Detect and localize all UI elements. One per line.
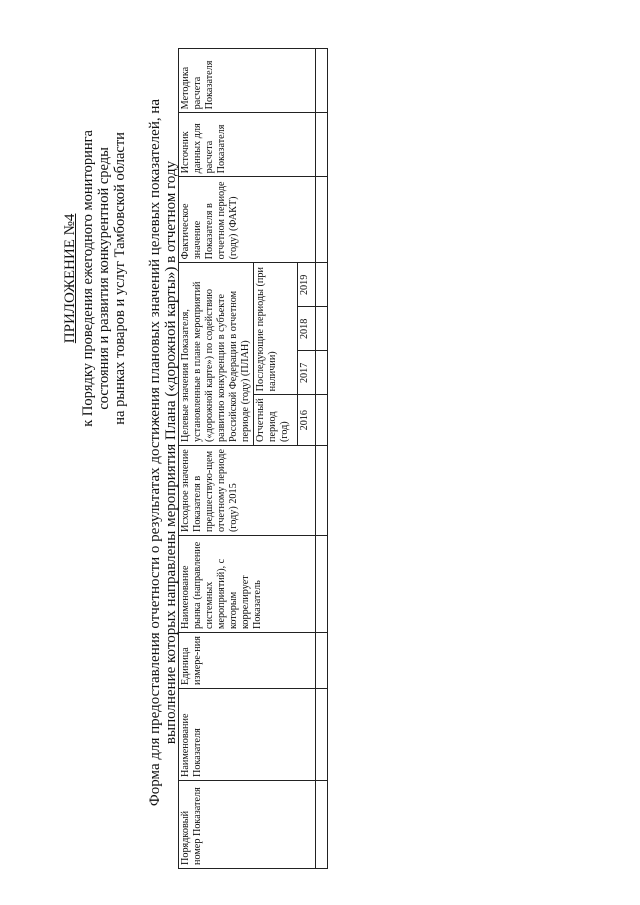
- header-unit: Единица измере-ния: [179, 633, 316, 689]
- empty-cell: [316, 446, 328, 536]
- appendix-title: ПРИЛОЖЕНИЕ №4: [62, 213, 78, 344]
- empty-cell: [316, 689, 328, 781]
- header-order-no: Порядковый номер Показателя: [179, 781, 316, 869]
- appendix-header: [62, 130, 128, 427]
- empty-cell: [316, 536, 328, 633]
- empty-cell: [316, 781, 328, 869]
- year-cell: 2018: [298, 307, 316, 351]
- header-baseline: Исходное значение Показателя в предшествую-щем отчетному периоде (году) 2015: [179, 446, 316, 536]
- empty-cell: [316, 351, 328, 395]
- year-cell: 2016: [298, 395, 316, 446]
- header-source: Источник данных для расчета Показателя: [179, 113, 316, 177]
- appendix-line-1: к Порядку проведения ежегодного мониторинга: [80, 130, 96, 427]
- year-cell: 2017: [298, 351, 316, 395]
- empty-cell: [316, 177, 328, 263]
- empty-cell: [316, 49, 328, 113]
- empty-cell: [316, 113, 328, 177]
- table-row: [316, 49, 328, 869]
- empty-cell: [316, 633, 328, 689]
- form-title: [147, 0, 179, 905]
- header-reporting-period: Отчетный период (год): [254, 395, 298, 446]
- form-title-line-2: выполнение которых направлены мероприятия Плана («дорожной карты») в отчетном году: [163, 160, 179, 745]
- empty-cell: [316, 263, 328, 307]
- appendix-line-3: на рынках товаров и услуг Тамбовской области: [112, 132, 128, 425]
- header-actual: Фактическое значение Показателя в отчетном периоде (году) (ФАКТ): [179, 177, 316, 263]
- header-market: Наименование рынка (направление системных мероприятий), с которым коррелирует Показатель: [179, 536, 316, 633]
- header-next-periods: Последующие периоды (при наличии): [254, 263, 298, 395]
- header-method: Методика расчета Показателя: [179, 49, 316, 113]
- header-target: Целевые значения Показателя, установленные в плане мероприятий («дорожной карте») по содействию развитию конкуренции в субъекте Российской Федерации в отчетном периоде (году) (ПЛАН): [179, 263, 254, 446]
- header-name: Наименование Показателя: [179, 689, 316, 781]
- appendix-line-2: состояния и развития конкурентной среды: [96, 147, 112, 410]
- indicators-table: [178, 48, 328, 869]
- form-title-line-1: Форма для предоставления отчетности о результатах достижения плановых значений целевых показателей, на: [147, 98, 163, 807]
- year-cell: 2019: [298, 263, 316, 307]
- empty-cell: [316, 307, 328, 351]
- empty-cell: [316, 395, 328, 446]
